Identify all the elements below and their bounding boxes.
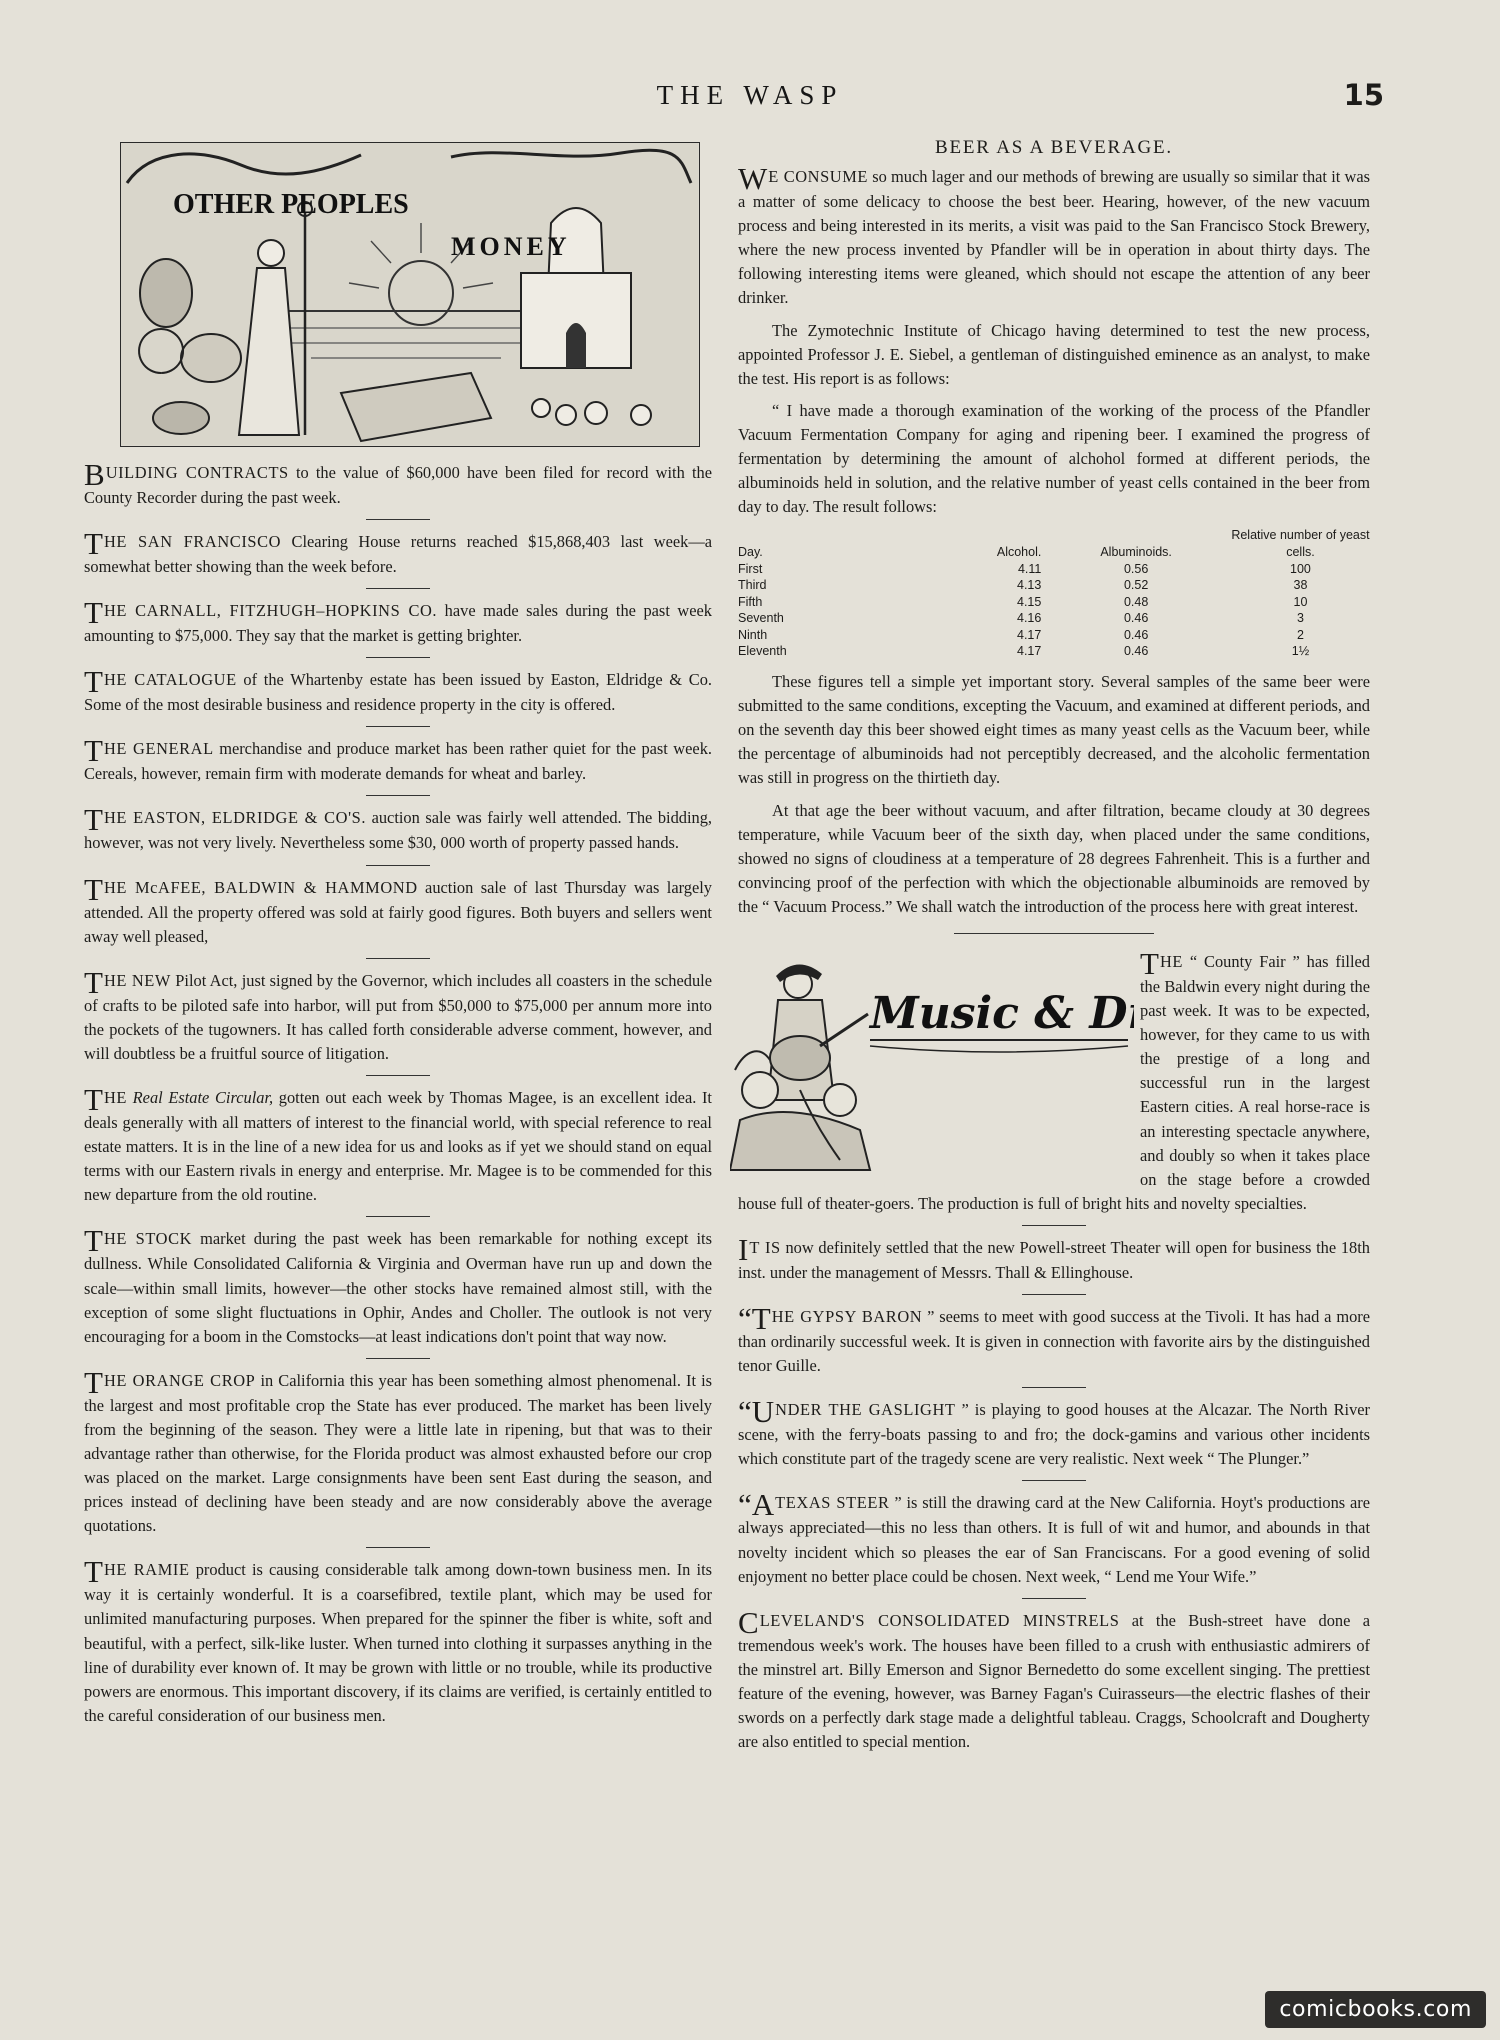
paragraph-text: in California this year has been something almost phenomenal. It is the largest and most profitable crop the State has ever produced. The market has been lively from the beginning of the season. They were a little late in ripening, but that was to their advantage rather than otherwise, for the Florida product was almost exhausted before our crop was placed on the market. Large consignments have been sent East during the season, and prices instead of declining have been steady and are now considerably above the average quotations. <box>84 1370 712 1536</box>
left-column <box>84 136 712 1736</box>
watermark: comicbooks.com <box>1265 1991 1486 2028</box>
drop-cap: T <box>84 1223 103 1259</box>
item-divider <box>366 1075 430 1076</box>
item-divider <box>366 726 430 727</box>
cell-alcohol: 4.15 <box>1017 594 1042 609</box>
other-peoples-money-illustration <box>120 142 700 447</box>
item-divider <box>366 657 430 658</box>
cell-day: First <box>738 561 763 576</box>
cell-yeast: 10 <box>1293 594 1308 609</box>
item-divider <box>366 1358 430 1359</box>
item-divider <box>366 519 430 520</box>
music-item <box>738 1604 1371 1754</box>
right-column <box>738 136 1370 1762</box>
cell-day: Third <box>738 578 767 593</box>
lead-words: HE GYPSY BARON <box>771 1307 923 1327</box>
item-divider <box>366 588 430 589</box>
news-item <box>84 526 712 579</box>
news-item <box>84 1223 712 1348</box>
cell-albuminoids: 0.46 <box>1123 611 1149 626</box>
drop-cap: T <box>84 733 103 769</box>
lead-words: UILDING CONTRACTS <box>105 463 289 482</box>
paragraph-text: ” is still the drawing card at the New California. Hoyt's productions are always appreciated—this no less than others. It is full of wit and humor, and abounds in that novelty incident which so pleases the ear of San Franciscans. For a good evening of solid enjoyment no better place could be chosen. Next week, “ Lend me Your Wife.” <box>738 1493 1370 1586</box>
lead-words: HE ORANGE CROP <box>103 1370 256 1390</box>
cell-yeast: 3 <box>1296 611 1304 626</box>
drop-cap: “U <box>738 1394 775 1430</box>
paragraph-text: of the Whartenby estate has been issued by Easton, Eldridge & Co. Some of the most desirable business and residence property in the city is offered. <box>84 670 712 715</box>
financial-news-list <box>84 457 713 1728</box>
paragraph-text: Clearing House returns reached $15,868,403 last week—a somewhat better showing than the week before. <box>84 532 712 577</box>
item-divider <box>366 1547 430 1548</box>
paragraph-text: ” seems to meet with good success at the Tivoli. It has had a more than ordinarily successful week. It is given in connection with favorite airs by the distinguished tenor Guille. <box>738 1307 1370 1376</box>
item-divider <box>1022 1294 1086 1295</box>
table-row <box>738 577 1370 594</box>
cell-alcohol: 4.13 <box>1017 578 1042 593</box>
beer-paragraph-5: At that age the beer without vacuum, and after filtration, became cloudy at 30 degrees temperature, while Vacuum beer of the sixth day, when placed under the same conditions, showed no signs of cloudiness at a temperature of 28 degrees Fahrenheit. This is a further and convincing proof of the perfection with which the objectionable albuminoids are removed by the “ Vacuum Process.” We shall watch the introduction of the process here with great interest. <box>738 800 1370 916</box>
publication-title: Real Estate Circular, <box>132 1088 274 1108</box>
drop-cap: “A <box>738 1487 775 1523</box>
item-divider <box>366 958 430 959</box>
paragraph-text: gotten out each week by Thomas Magee, is an excellent idea. It deals generally with all matters of interest to the financial world, with special reference to real estate matters. It is in the line of a new idea for us and looks as if yet we should stand on equal terms with our Eastern rivals in energy and enterprise. Mr. Magee is to be commended for this new departure from the old routine. <box>84 1088 712 1205</box>
paragraph-text: ” is playing to good houses at the Alcazar. The North River scene, with the ferry-boats passing to and fro; the dock-gamins and various other incidents which constitute part of the tragedy scene are very realistic. Next week “ The Plunger.” <box>738 1400 1370 1469</box>
news-item <box>84 457 712 510</box>
news-item <box>84 1364 712 1539</box>
cell-day: Ninth <box>738 627 768 642</box>
lead-words: HE McAFEE, BALDWIN & HAMMOND <box>103 877 418 897</box>
lead-words: HE RAMIE <box>103 1560 190 1580</box>
lead-words: HE CATALOGUE <box>103 670 237 690</box>
drop-cap: C <box>738 1604 759 1640</box>
paragraph-text: market during the past week has been remarkable for nothing except its dullness. While Consolidated California & Virginia and Overman have run up and down the scale—within small limits, however—the other stocks have remained almost still, with the exception of some slight fluctuations in Ophir, Andes and Choller. The outlook is not very encouraging for a boom in the Comstocks—at least indications don't point that way now. <box>84 1229 712 1346</box>
lead-words: E CONSUME <box>768 167 869 187</box>
paragraph-text: auction sale was fairly well attended. The bidding, however, was not very lively. Nevertheless some $30, 000 worth of property passed hands. <box>84 808 713 853</box>
cell-albuminoids: 0.46 <box>1123 644 1149 659</box>
lead-words: T IS <box>749 1237 781 1257</box>
music-item <box>738 1231 1371 1285</box>
item-divider <box>366 1216 430 1217</box>
column-header-alcohol: Alcohol. <box>996 544 1042 559</box>
drop-cap: T <box>84 595 103 631</box>
news-item <box>84 1554 713 1728</box>
drop-cap: T <box>1140 946 1159 981</box>
column-header-albuminoids: Albuminoids. <box>1100 544 1172 559</box>
drop-cap: T <box>84 802 103 838</box>
paragraph-text: auction sale of last Thursday was largely attended. All the property offered was sold at fairly good figures. Both buyers and sellers went away well pleased, <box>84 877 712 946</box>
music-item <box>738 1394 1370 1471</box>
cell-albuminoids: 0.52 <box>1123 578 1149 593</box>
drop-cap: T <box>84 526 103 562</box>
cell-yeast: 1½ <box>1291 644 1310 659</box>
music-item <box>738 1301 1370 1378</box>
news-item <box>84 802 713 855</box>
cell-yeast: 2 <box>1296 627 1304 642</box>
drop-cap: B <box>84 457 105 492</box>
drop-cap: T <box>84 964 103 1000</box>
lead-words: HE <box>103 1088 127 1108</box>
item-divider <box>1022 1480 1086 1481</box>
cell-alcohol: 4.16 <box>1017 611 1042 626</box>
cell-albuminoids: 0.48 <box>1123 594 1149 609</box>
lead-words: HE EASTON, ELDRIDGE & CO'S. <box>103 808 367 828</box>
column-header-day: Day. <box>738 544 763 559</box>
news-item <box>84 871 712 949</box>
cell-day: Seventh <box>738 611 784 626</box>
cell-yeast: 38 <box>1293 578 1308 593</box>
paragraph-text: now definitely settled that the new Powell-street Theater will open for business the 18th inst. under the management of Messrs. Thall & Ellinghouse. <box>738 1237 1371 1282</box>
illustration-title-line1: OTHER PEOPLES <box>173 189 409 220</box>
lead-words: HE GENERAL <box>103 739 214 759</box>
item-divider <box>1022 1387 1086 1388</box>
drop-cap: T <box>84 1082 103 1118</box>
beer-article-heading: BEER AS A BEVERAGE. <box>935 137 1173 158</box>
drop-cap: W <box>738 161 768 197</box>
paragraph-text: merchandise and produce market has been rather quiet for the past week. Cereals, however, remain firm with moderate demands for wheat and barley. <box>84 739 712 784</box>
music-item <box>738 1487 1370 1588</box>
item-divider <box>1022 1225 1086 1226</box>
news-item <box>84 1082 712 1207</box>
cell-day: Fifth <box>738 594 763 609</box>
page-number: 15 <box>1343 78 1384 112</box>
music-drama-logo: Music & D <box>870 988 1128 1039</box>
table-header-row <box>738 527 1370 560</box>
lead-words: HE CARNALL, FITZHUGH–HOPKINS CO. <box>103 601 438 621</box>
column-header-yeast: Relative number of yeast cells. <box>1231 528 1370 559</box>
lead-words: LEVELAND'S CONSOLIDATED MINSTRELS <box>759 1610 1120 1630</box>
item-divider <box>1022 1598 1086 1599</box>
drop-cap: T <box>84 871 103 907</box>
section-divider <box>954 933 1154 934</box>
fermentation-results-table <box>738 527 1370 660</box>
lead-words: NDER THE GASLIGHT <box>775 1400 956 1420</box>
paragraph-text: so much lager and our methods of brewing are usually so similar that it was a matter of some delicacy to choose the best beer. Hearing, however, of the new vacuum process and being interested in its merits, a visit was paid to the San Francisco Stock Brewery, where the new process invented by Pfandler will be in operation in about thirty days. The following interesting items were gleaned, which should not escape the attention of any beer drinker. <box>738 167 1371 308</box>
drop-cap: I <box>738 1231 749 1267</box>
lead-words: HE STOCK <box>103 1229 193 1249</box>
paragraph-text: to the value of $60,000 have been filed for record with the County Recorder during the past week. <box>84 463 712 507</box>
illustration-title-line2: MONEY <box>451 232 571 261</box>
news-item <box>84 595 712 648</box>
drop-cap: T <box>84 664 103 700</box>
table-row <box>738 627 1370 644</box>
drop-cap: T <box>84 1364 103 1400</box>
cell-yeast: 100 <box>1290 561 1311 576</box>
table-row <box>738 610 1370 627</box>
item-divider <box>366 795 430 796</box>
masthead-title: THE WASP <box>656 80 844 110</box>
beer-paragraph-3: “ I have made a thorough examination of the working of the process of the Pfandler Vacuum Fermentation Company for aging and ripening beer. I examined the progress of fermentation by determining the amount of alchohol formed at different periods, the albuminoids held in solution, and the relative number of yeast cells contained in the beer from day to day. The result follows: <box>738 400 1370 517</box>
table-row <box>738 594 1370 611</box>
news-item <box>84 964 712 1066</box>
lead-words: HE SAN FRANCISCO <box>103 532 282 552</box>
news-item <box>84 733 712 786</box>
news-item <box>84 664 712 717</box>
cell-albuminoids: 0.56 <box>1123 561 1149 576</box>
paragraph-text: product is causing considerable talk among down-town business men. In its way it is certainly wonderful. It is a coarsefibred, textile plant, which may be used for unlimited manufacturing purposes. When prepared for the spinner the fiber is white, soft and beautiful, with a perfect, silk-like luster. When turned into clothing it surpasses anything in the line of durability ever known of. It may be grown with little or no trouble, while its productive powers are enormous. This important discovery, if its claims are verified, is certainly entitled to the careful consideration of our business men. <box>84 1560 713 1725</box>
beer-paragraph-4: These figures tell a simple yet important story. Several samples of the same beer were submitted to the same conditions, excepting the Vacuum, and examined at different periods, and on the seventh day this beer showed eight times as many yeast cells as the Vacuum beer, while the percentage of albuminoids had not perceptibly decreased, and the alcoholic fermentation was still in progress on the thirtieth day. <box>738 672 1370 788</box>
lead-words: HE NEW <box>103 970 171 990</box>
table-row <box>738 561 1370 578</box>
paragraph-text: “ County Fair ” has filled the Baldwin every night during the past week. It was to be expected, however, for they came to us with the prestige of a long and successful run in the largest Eastern cities. A real horse-race is an interesting spectacle anywhere, and doubly so when it takes place on the stage before a crowded house full of theater-goers. The production is full of bright hits and novelty specialties. <box>738 952 1370 1213</box>
paragraph-text: have made sales during the past week amounting to $75,000. They say that the market is getting brighter. <box>84 601 712 646</box>
paragraph-text: Pilot Act, just signed by the Governor, which includes all coasters in the schedule of crafts to be piloted safe into harbor, will put from $50,000 to $75,000 per annum more into the pockets of the tugowners. It has called forth considerable adverse comment, however, and will doubtless be a fruitful source of litigation. <box>84 970 712 1063</box>
paragraph-text: at the Bush-street have done a tremendous week's work. The houses have been filled to a crush with enthusiastic admirers of the minstrel art. Billy Emerson and Signor Bernedetto do some excellent singing. The prettiest feature of the evening, however, was Barney Fagan's Cuirasseurs—the electric flashes of their swords on a perfectly dark stage made a delightful tableau. Craggs, Schoolcraft and Dougherty are also entitled to special mention. <box>738 1610 1371 1752</box>
cell-alcohol: 4.17 <box>1017 627 1042 642</box>
table-row <box>738 643 1370 660</box>
beer-paragraph-1 <box>738 161 1371 310</box>
beer-paragraph-2: The Zymotechnic Institute of Chicago having determined to test the new process, appointed Professor J. E. Siebel, a gentleman of distinguished eminence as an analyst, to make the test. His report is as follows: <box>738 320 1370 388</box>
drop-cap: T <box>84 1554 103 1590</box>
cell-day: Eleventh <box>738 644 787 659</box>
music-drama-illustration <box>730 950 1134 1172</box>
cell-albuminoids: 0.46 <box>1123 627 1149 642</box>
lead-words: HE <box>1159 952 1183 971</box>
cell-alcohol: 4.11 <box>1017 561 1042 576</box>
drop-cap: “T <box>738 1301 771 1337</box>
item-divider <box>366 865 430 866</box>
cell-alcohol: 4.17 <box>1017 644 1042 659</box>
lead-words: TEXAS STEER <box>775 1493 890 1513</box>
